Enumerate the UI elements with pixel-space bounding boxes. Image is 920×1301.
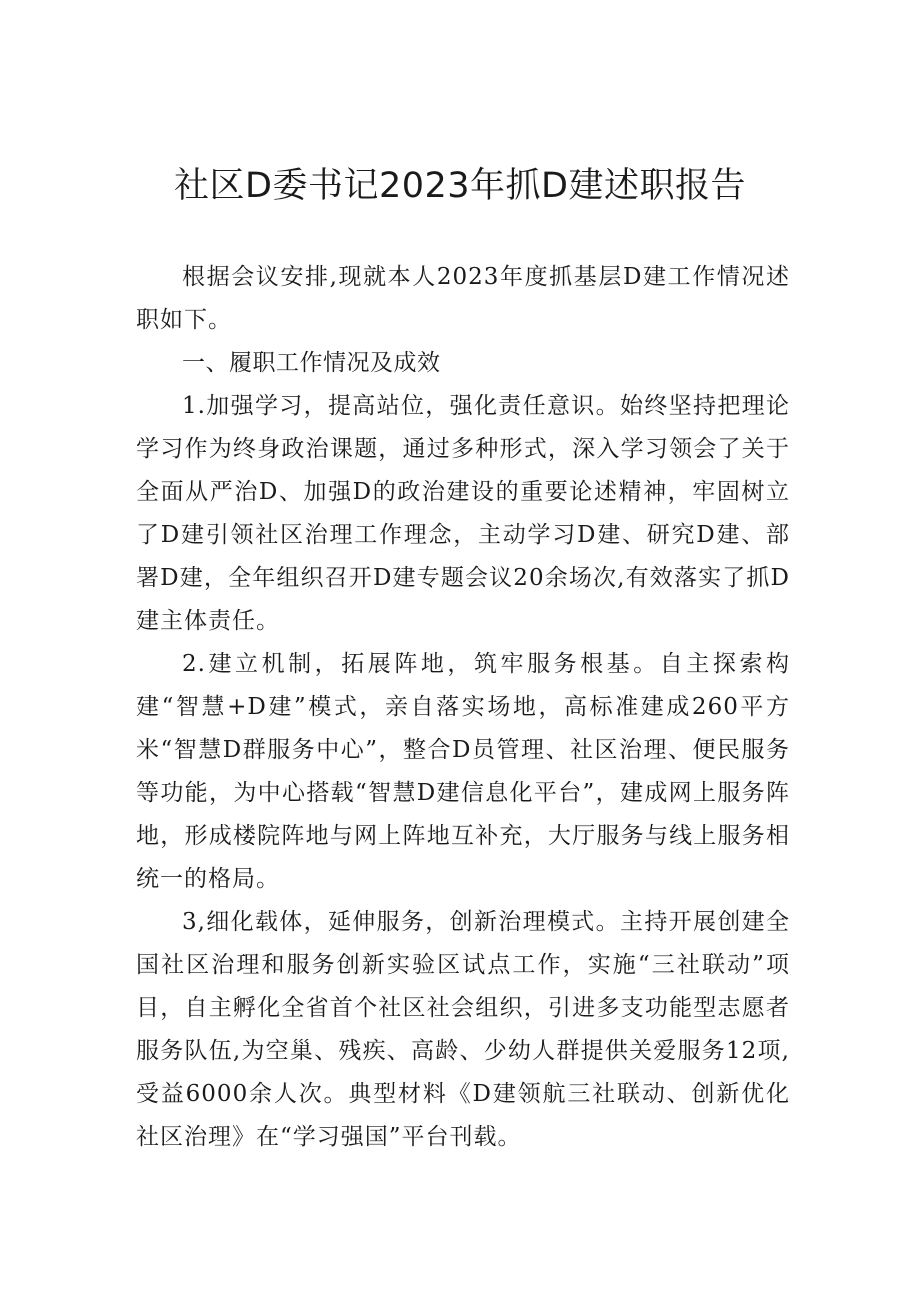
document-body (136, 256, 790, 1159)
section-heading: 一、履职工作情况及成效 (182, 350, 441, 376)
paragraph-item-2: 2.建立机制，拓展阵地，筑牢服务根基。自主探索构建“智慧+D建”模式，亲自落实场地，高标准建成260平方米“智慧D群服务中心”，整合D员管理、社区治理、便民服务等功能，为中心搭载“智慧D建信息化平台”，建成网上服务阵地，形成楼院阵地与网上阵地互补充，大厅服务与线上服务相统一的格局。 (136, 651, 790, 892)
paragraph-item-1: 1.加强学习，提高站位，强化责任意识。始终坚持把理论学习作为终身政治课题，通过多种形式，深入学习领会了关于全面从严治D、加强D的政治建设的重要论述精神，牢固树立了D建引领社区治理工作理念，主动学习D建、研究D建、部署D建，全年组织召开D建专题会议20余场次,有效落实了抓D建主体责任。 (136, 393, 790, 634)
intro-paragraph: 根据会议安排,现就本人2023年度抓基层D建工作情况述职如下。 (136, 264, 790, 333)
paragraph-item-3: 3,细化载体，延伸服务，创新治理模式。主持开展创建全国社区治理和服务创新实验区试点工作，实施“三社联动”项目，自主孵化全省首个社区社会组织，引进多支功能型志愿者服务队伍,为空巢、残疾、高龄、少幼人群提供关爱服务12项,受益6000余人次。典型材料《D建领航三社联动、创新优化社区治理》在“学习强国”平台刊载。 (136, 909, 790, 1150)
page-title: 社区D委书记2023年抓D建述职报告 (174, 166, 746, 206)
